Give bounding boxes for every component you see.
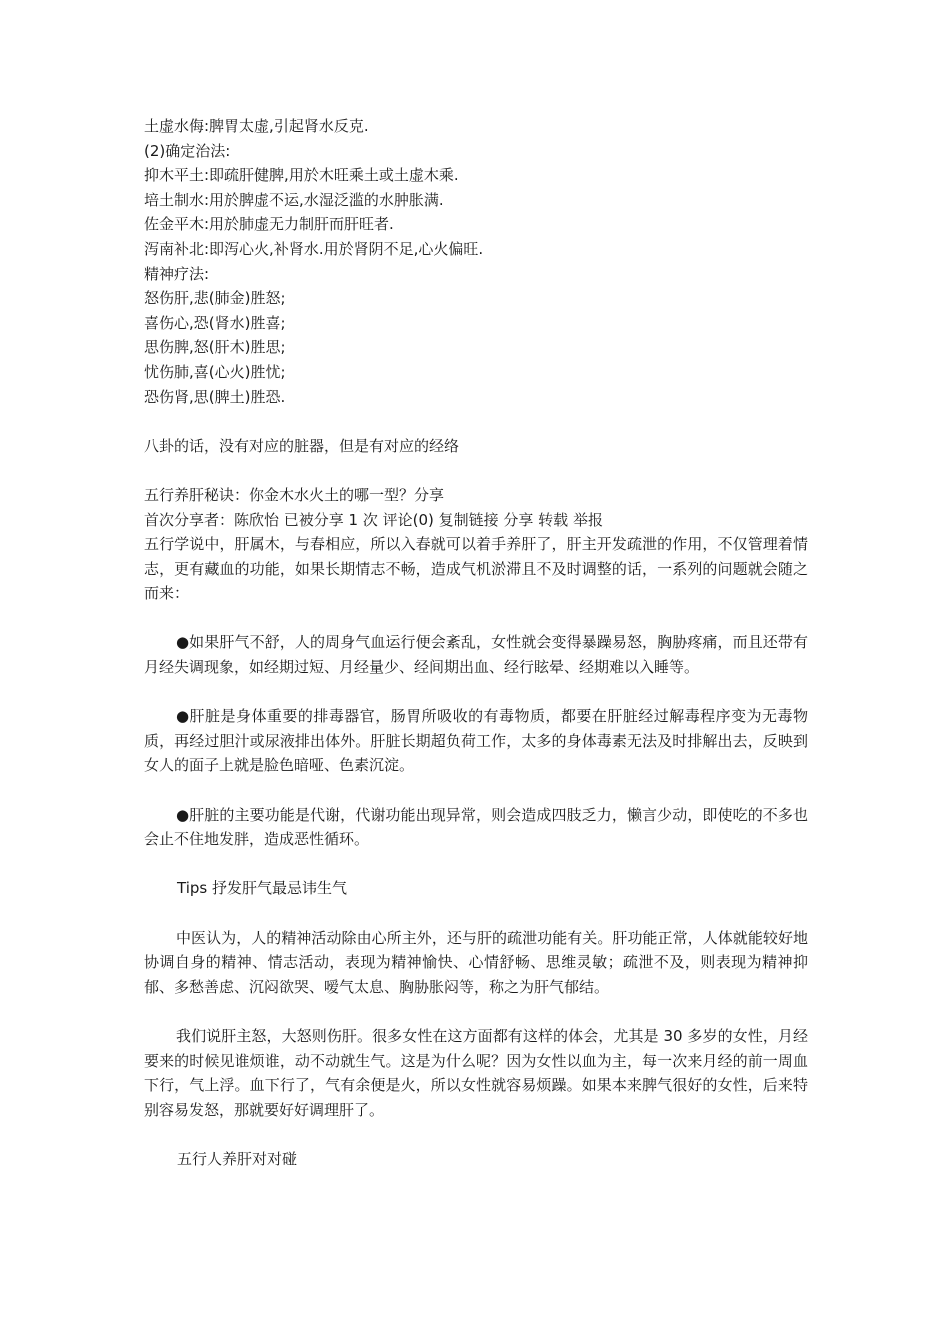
tips-paragraph: 中医认为，人的精神活动除由心所主外，还与肝的疏泄功能有关。肝功能正常，人体就能较好地协调自身的精神、情志活动，表现为精神愉快、心情舒畅、思维灵敏；疏泄不及，则表现为精神抑郁、多愁善虑、沉闷欲哭、嗳气太息、胸胁胀闷等，称之为肝气郁结。: [144, 928, 808, 996]
text-line: (2)确定治法:: [144, 141, 231, 160]
text-line: 泻南补北:即泻心火,补肾水.用於肾阴不足,心火偏旺.: [144, 239, 484, 258]
bullet-paragraph: ●肝脏是身体重要的排毒器官，肠胃所吸收的有毒物质，都要在肝脏经过解毒程序变为无毒物质，再经过胆汁或尿液排出体外。肝脏长期超负荷工作，太多的身体毒素无法及时排解出去，反映到女人的面子上就是脸色暗哑、色素沉淀。: [144, 707, 808, 775]
spacer: [144, 680, 808, 705]
text-line: 忧伤肺,喜(心火)胜忧;: [144, 362, 286, 381]
text-line: 思伤脾,怒(肝木)胜思;: [144, 338, 286, 357]
text-line: 佐金平木:用於肺虚无力制肝而肝旺者.: [144, 215, 394, 234]
bullet-paragraph: ●肝脏的主要功能是代谢，代谢功能出现异常，则会造成四肢乏力，懒言少动，即使吃的不多也会止不住地发胖，造成恶性循环。: [144, 805, 808, 849]
text-line: 喜伤心,恐(肾水)胜喜;: [144, 313, 286, 332]
spacer: [144, 409, 808, 434]
text-line: 精神疗法:: [144, 264, 210, 283]
share-line: 首次分享者：陈欣怡 已被分享 1 次 评论(0) 复制链接 分享 转载 举报: [144, 510, 603, 529]
spacer: [144, 606, 808, 631]
tips-paragraph: 我们说肝主怒，大怒则伤肝。很多女性在这方面都有这样的体会，尤其是 30 多岁的女性，月经要来的时候见谁烦谁，动不动就生气。这是为什么呢？因为女性以血为主，每一次来月经的前一周血下行，气上浮。血下行了，气有余便是火，所以女性就容易烦躁。如果本来脾气很好的女性，后来特别容易发怒，那就要好好调理肝了。: [144, 1026, 808, 1119]
bagua-note: 八卦的话，没有对应的脏器，但是有对应的经络: [144, 436, 460, 455]
intro-paragraph: 五行学说中，肝属木，与春相应，所以入春就可以着手养肝了，肝主开发疏泄的作用，不仅管理着情志，更有藏血的功能，如果长期情志不畅，造成气机淤滞且不及时调整的话，一系列的问题就会随之而来：: [144, 535, 808, 603]
bullet-paragraph: ●如果肝气不舒，人的周身气血运行便会紊乱，女性就会变得暴躁易怒，胸胁疼痛，而且还带有月经失调现象，如经期过短、月经量少、经间期出血、经行眩晕、经期难以入睡等。: [144, 633, 808, 677]
tips-heading: Tips 抒发肝气最忌讳生气: [177, 879, 347, 898]
spacer: [144, 458, 808, 483]
spacer: [144, 901, 808, 926]
text-line: 怒伤肝,悲(肺金)胜怒;: [144, 289, 286, 308]
document-body: [144, 114, 808, 1172]
section-heading: 五行人养肝对对碰: [177, 1149, 298, 1168]
text-line: 土虚水侮:脾胃太虚,引起肾水反克.: [144, 117, 369, 135]
spacer: [144, 1122, 808, 1147]
text-line: 培土制水:用於脾虚不运,水湿泛滥的水肿胀满.: [144, 190, 444, 209]
spacer: [144, 852, 808, 877]
article-title: 五行养肝秘诀：你金木水火土的哪一型？分享: [144, 485, 445, 504]
text-line: 抑木平土:即疏肝健脾,用於木旺乘土或土虚木乘.: [144, 166, 459, 185]
spacer: [144, 999, 808, 1024]
text-line: 恐伤肾,思(脾土)胜恐.: [144, 387, 286, 406]
spacer: [144, 778, 808, 803]
